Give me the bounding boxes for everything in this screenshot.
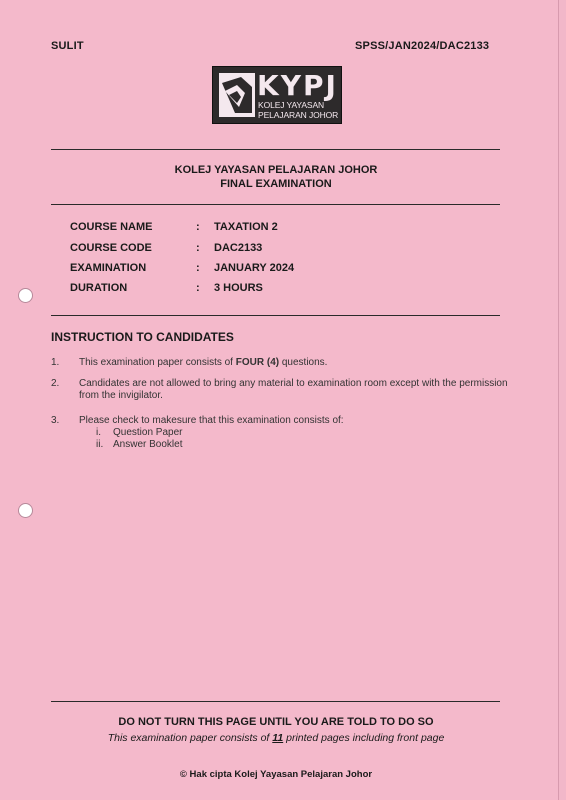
item-number: 3. <box>51 415 60 426</box>
colon: : <box>196 282 200 294</box>
copyright: © Hak cipta Kolej Yayasan Pelajaran Johor <box>179 769 373 780</box>
punch-hole <box>18 288 33 303</box>
item-number: 2. <box>51 378 60 389</box>
page-note-pre: This examination paper consists of <box>107 732 273 744</box>
item-text <box>79 357 527 369</box>
divider <box>51 701 500 702</box>
paper-code: SPSS/JAN2024/DAC2133 <box>355 40 490 52</box>
sub-item-text: Answer Booklet <box>113 439 183 450</box>
item-text-pre: This examination paper consists of <box>79 357 236 368</box>
logo-wordmark: KYPJ <box>257 69 338 102</box>
colon: : <box>196 262 200 274</box>
warning-notice: DO NOT TURN THIS PAGE UNTIL YOU ARE TOLD TO DO SO <box>118 716 434 728</box>
divider <box>51 149 500 150</box>
punch-hole <box>18 503 33 518</box>
classification-label: SULIT <box>51 40 84 52</box>
course-name-value: TAXATION 2 <box>214 221 278 233</box>
divider <box>51 204 500 205</box>
divider <box>51 315 500 316</box>
institution-name: KOLEJ YAYASAN PELAJARAN JOHOR <box>174 164 378 176</box>
page-count: 11 <box>272 732 284 744</box>
page-count-note <box>0 732 552 744</box>
instructions-heading: INSTRUCTION TO CANDIDATES <box>51 330 234 344</box>
item-number: 1. <box>51 357 60 368</box>
page-note-post: printed pages including front page <box>283 732 445 744</box>
sub-item-text: Question Paper <box>113 427 183 438</box>
colon: : <box>196 242 200 254</box>
logo-line-2: PELAJARAN JOHOR <box>258 110 339 120</box>
kypj-emblem-icon <box>219 73 255 117</box>
logo-line-1: KOLEJ YAYASAN <box>258 100 325 110</box>
duration-label: DURATION <box>70 282 128 294</box>
examination-value: JANUARY 2024 <box>214 262 295 274</box>
colon: : <box>196 221 200 233</box>
examination-label: EXAMINATION <box>70 262 147 274</box>
duration-value: 3 HOURS <box>214 282 263 294</box>
course-name-label: COURSE NAME <box>70 221 153 233</box>
item-text: Please check to makesure that this examination consists of: <box>79 415 344 426</box>
sub-item-number: i. <box>96 427 101 438</box>
question-count: FOUR (4) <box>235 357 280 368</box>
course-code-label: COURSE CODE <box>70 242 152 254</box>
exam-type: FINAL EXAMINATION <box>220 178 332 190</box>
item-text: Candidates are not allowed to bring any material to examination room except with the permission from the invigilator. <box>79 378 508 401</box>
kypj-logo <box>212 66 342 124</box>
course-code-value: DAC2133 <box>214 242 263 254</box>
item-text-post: questions. <box>279 357 328 368</box>
sub-item-number: ii. <box>96 439 104 450</box>
